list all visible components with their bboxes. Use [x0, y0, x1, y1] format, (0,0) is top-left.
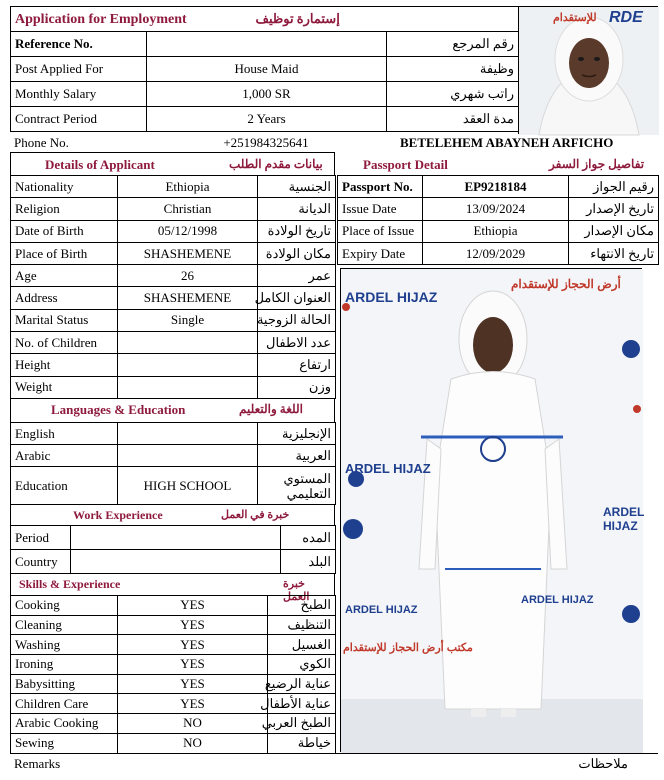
table-row — [11, 550, 336, 574]
languages-header — [10, 398, 335, 422]
post-value: House Maid — [147, 57, 387, 82]
table-row — [11, 176, 336, 198]
detail-label: Height — [11, 354, 118, 376]
watermark-2: أرض الحجاز للإستقدام — [511, 277, 621, 291]
skill-value: YES — [118, 615, 268, 635]
detail-value: Ethiopia — [118, 176, 258, 198]
table-row — [11, 615, 336, 635]
detail-ar: وزن — [258, 376, 336, 398]
table-row — [11, 445, 336, 467]
table-row — [11, 376, 336, 398]
work-title-en: Work Experience — [73, 508, 163, 522]
detail-label: Marital Status — [11, 309, 118, 331]
detail-ar: عدد الاطفال — [258, 332, 336, 354]
passport-table — [337, 175, 659, 265]
detail-ar: مكان الولادة — [258, 242, 336, 264]
remarks-ar: ملاحظات — [334, 754, 658, 775]
detail-label: Place of Birth — [11, 242, 118, 264]
skill-label: Children Care — [11, 694, 118, 714]
reference-ar: رقم المرجع — [387, 32, 519, 57]
table-row — [338, 176, 659, 198]
table-row — [11, 354, 336, 376]
detail-value — [118, 354, 258, 376]
table-row — [11, 32, 519, 57]
skill-label: Washing — [11, 635, 118, 655]
table-row — [11, 332, 336, 354]
skill-ar: التنظيف — [268, 615, 336, 635]
detail-label: Age — [11, 265, 118, 287]
skill-ar: الطبخ — [268, 596, 336, 616]
education-value: HIGH SCHOOL — [118, 467, 258, 505]
skill-ar: الغسيل — [268, 635, 336, 655]
skill-label: Cleaning — [11, 615, 118, 635]
detail-label: Weight — [11, 376, 118, 398]
detail-value: Christian — [118, 198, 258, 220]
header-table — [10, 6, 519, 32]
phone-label: Phone No. — [14, 135, 69, 150]
reference-value — [147, 32, 387, 57]
detail-value: 05/12/1998 — [118, 220, 258, 242]
watermark-6: ARDEL HIJAZ — [521, 594, 594, 606]
salary-value: 1,000 SR — [147, 82, 387, 107]
english-label: English — [11, 423, 118, 445]
passport-ar: تاريخ الانتهاء — [569, 242, 659, 264]
remarks-label: Remarks — [10, 754, 334, 775]
details-title-en: Details of Applicant — [45, 157, 155, 172]
arabic-ar: العربية — [258, 445, 336, 467]
post-label: Post Applied For — [11, 57, 147, 82]
passport-value: EP9218184 — [423, 176, 569, 198]
watermark-7: مكتب أرض الحجاز للإستقدام — [343, 642, 473, 654]
period-value — [71, 526, 281, 550]
salary-label: Monthly Salary — [11, 82, 147, 107]
portrait-watermark-ar: للإستقدام — [553, 12, 597, 24]
contract-value: 2 Years — [147, 107, 387, 132]
details-title-ar: بيانات مقدم الطلب — [229, 157, 323, 171]
salary-ar: راتب شهري — [387, 82, 519, 107]
skills-header — [10, 573, 335, 603]
education-label: Education — [11, 467, 118, 505]
work-title-ar: خبرة في العمل — [221, 509, 290, 521]
watermark-5: ARDEL HIJAZ — [345, 604, 418, 616]
full-body-photo — [340, 268, 645, 752]
passport-label: Passport No. — [338, 176, 423, 198]
table-row — [11, 287, 336, 309]
skill-value: YES — [118, 674, 268, 694]
details-header — [10, 152, 335, 175]
detail-ar: عمر — [258, 265, 336, 287]
skill-value: NO — [118, 714, 268, 734]
detail-ar: ارتفاع — [258, 354, 336, 376]
skill-ar: الكوي — [268, 655, 336, 675]
period-ar: المده — [281, 526, 336, 550]
table-row — [11, 655, 336, 675]
skill-label: Arabic Cooking — [11, 714, 118, 734]
skill-label: Cooking — [11, 596, 118, 616]
detail-ar: الديانة — [258, 198, 336, 220]
detail-value: 26 — [118, 265, 258, 287]
header-cell — [11, 7, 519, 32]
passport-title-ar: تفاصيل جواز السفر — [549, 157, 645, 171]
skill-ar: الطبخ العربي — [268, 714, 336, 734]
detail-ar: تاريخ الولادة — [258, 220, 336, 242]
applicant-name: BETELEHEM ABAYNEH ARFICHO — [400, 135, 614, 150]
detail-ar: الحالة الزوجية — [258, 309, 336, 331]
full-body-illustration — [341, 269, 643, 753]
table-row — [10, 754, 658, 775]
skill-label: Sewing — [11, 733, 118, 753]
phone-value: +251984325641 — [223, 135, 309, 150]
skill-label: Babysitting — [11, 674, 118, 694]
skill-ar: خياطة — [268, 733, 336, 753]
detail-label: Address — [11, 287, 118, 309]
post-ar: وظيفة — [387, 57, 519, 82]
title-en: Application for Employment — [15, 11, 187, 27]
detail-ar: العنوان الكامل — [258, 287, 336, 309]
work-header — [10, 504, 335, 525]
portrait-watermark-en: RDE — [609, 9, 643, 26]
passport-title-en: Passport Detail — [363, 157, 448, 172]
detail-value: Single — [118, 309, 258, 331]
watermark-1: ARDEL HIJAZ — [345, 289, 438, 305]
detail-label: Nationality — [11, 176, 118, 198]
watermark-3: ARDEL HIJAZ — [345, 461, 431, 476]
passport-ar: تاريخ الإصدار — [569, 198, 659, 220]
watermark-4: ARDEL HIJAZ — [603, 505, 645, 533]
skill-value: YES — [118, 635, 268, 655]
country-ar: البلد — [281, 550, 336, 574]
table-row — [11, 309, 336, 331]
table-row — [11, 467, 336, 505]
skills-title-ar: خبرة العمل — [283, 578, 310, 603]
passport-label: Place of Issue — [338, 220, 423, 242]
table-row — [11, 107, 519, 132]
skill-value: YES — [118, 655, 268, 675]
skill-ar: عناية الأطفال — [268, 694, 336, 714]
work-table — [10, 525, 336, 574]
table-row — [11, 220, 336, 242]
skill-label: Ironing — [11, 655, 118, 675]
skill-ar: عناية الرضيع — [268, 674, 336, 694]
table-row — [338, 198, 659, 220]
languages-table — [10, 422, 336, 505]
portrait-photo — [518, 6, 658, 134]
passport-header — [337, 152, 658, 175]
passport-value: 13/09/2024 — [423, 198, 569, 220]
english-value — [118, 423, 258, 445]
languages-title-ar: اللغة والتعليم — [239, 402, 303, 416]
country-value — [71, 550, 281, 574]
period-label: Period — [11, 526, 71, 550]
table-row — [11, 82, 519, 107]
title-ar: إستمارة توظيف — [255, 10, 340, 26]
table-row — [11, 242, 336, 264]
contract-ar: مدة العقد — [387, 107, 519, 132]
passport-label: Issue Date — [338, 198, 423, 220]
education-ar: المستوي التعليمي — [258, 467, 336, 505]
detail-value: SHASHEMENE — [118, 242, 258, 264]
passport-value: Ethiopia — [423, 220, 569, 242]
detail-label: No. of Children — [11, 332, 118, 354]
country-label: Country — [11, 550, 71, 574]
detail-value — [118, 332, 258, 354]
table-row — [11, 733, 336, 753]
passport-ar: مكان الإصدار — [569, 220, 659, 242]
contract-label: Contract Period — [11, 107, 147, 132]
skills-table — [10, 595, 336, 754]
table-row — [11, 596, 336, 616]
table-row — [11, 198, 336, 220]
passport-label: Expiry Date — [338, 242, 423, 264]
detail-ar: الجنسية — [258, 176, 336, 198]
arabic-value — [118, 445, 258, 467]
languages-title-en: Languages & Education — [51, 402, 186, 417]
table-row — [11, 674, 336, 694]
passport-ar: رقيم الجواز — [569, 176, 659, 198]
english-ar: الإنجليزية — [258, 423, 336, 445]
arabic-label: Arabic — [11, 445, 118, 467]
table-row — [11, 526, 336, 550]
table-row — [338, 220, 659, 242]
skill-value: NO — [118, 733, 268, 753]
skills-title-en: Skills & Experience — [19, 577, 121, 591]
skill-value: YES — [118, 596, 268, 616]
table-row — [338, 242, 659, 264]
detail-label: Religion — [11, 198, 118, 220]
table-row — [11, 265, 336, 287]
table-row — [11, 423, 336, 445]
remarks-table — [10, 753, 658, 775]
details-table — [10, 175, 336, 399]
passport-value: 12/09/2029 — [423, 242, 569, 264]
detail-label: Date of Birth — [11, 220, 118, 242]
detail-value: SHASHEMENE — [118, 287, 258, 309]
table-row — [11, 635, 336, 655]
skill-value: YES — [118, 694, 268, 714]
reference-label: Reference No. — [11, 32, 147, 57]
detail-value — [118, 376, 258, 398]
top-info-table — [10, 31, 519, 132]
table-row — [11, 57, 519, 82]
table-row — [11, 714, 336, 734]
table-row — [11, 694, 336, 714]
